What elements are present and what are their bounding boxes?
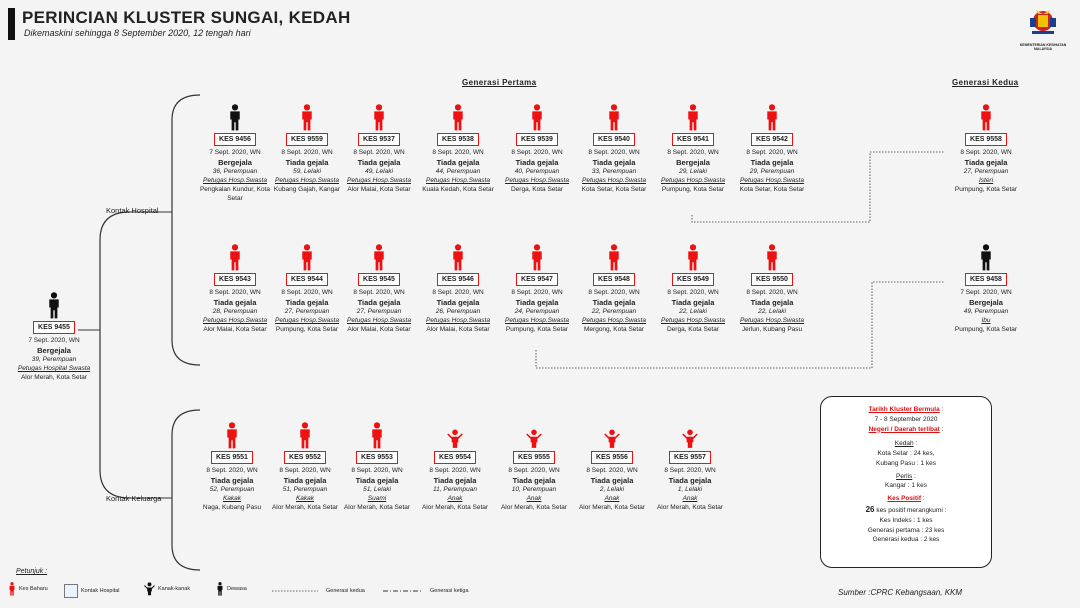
- case-date: 8 Sept. 2020, WN: [429, 467, 481, 475]
- case-card: [195, 244, 275, 335]
- case-status: Tiada gejala: [590, 476, 634, 486]
- case-id: KES 9539: [516, 133, 558, 146]
- case-demographic: 49, Lelaki: [365, 168, 393, 176]
- case-status: Tiada gejala: [671, 298, 715, 308]
- case-status: Bergejala: [218, 158, 252, 168]
- child-icon: [604, 429, 620, 449]
- case-date: 8 Sept. 2020, WN: [279, 467, 331, 475]
- gen2-line: Generasi kedua : 2 kes: [872, 536, 940, 544]
- child-icon: [447, 429, 463, 449]
- case-date: 8 Sept. 2020, WN: [281, 149, 333, 157]
- case-demographic: 29, Lelaki: [679, 168, 707, 176]
- case-id: KES 9541: [672, 133, 714, 146]
- case-id: KES 9553: [356, 451, 398, 464]
- case-status: Tiada gejala: [210, 476, 254, 486]
- case-date: 8 Sept. 2020, WN: [746, 289, 798, 297]
- legend-hospital-label: Kontak Hospital: [81, 588, 120, 594]
- case-card: [415, 422, 495, 513]
- case-card: [195, 104, 275, 203]
- logo-text: KEMENTERIAN KESIHATAN MALAYSIA: [1019, 43, 1067, 52]
- case-status: Tiada gejala: [285, 298, 329, 308]
- case-status: Tiada gejala: [436, 298, 480, 308]
- positive-text: kes positif merangkumi :: [876, 506, 947, 514]
- case-relation: Petugas Hosp.Swasta: [203, 177, 267, 185]
- case-date: 8 Sept. 2020, WN: [432, 149, 484, 157]
- case-id: KES 9550: [751, 273, 793, 286]
- case-location: Pumpung, Kota Setar: [275, 325, 339, 333]
- case-date: 8 Sept. 2020, WN: [588, 289, 640, 297]
- case-location: Alor Merah, Kota Setar: [500, 503, 568, 511]
- case-relation: Anak: [682, 495, 698, 503]
- case-date: 7 Sept. 2020, WN: [28, 337, 80, 345]
- legend-adult-label: Dewasa: [227, 586, 247, 592]
- case-date: 7 Sept. 2020, WN: [209, 149, 261, 157]
- case-relation: Petugas Hosp.Swasta: [740, 177, 804, 185]
- case-date: 8 Sept. 2020, WN: [664, 467, 716, 475]
- case-demographic: 59, Lelaki: [293, 168, 321, 176]
- legend-new-case-label: Kes Baharu: [19, 586, 48, 592]
- case-date: 8 Sept. 2020, WN: [511, 149, 563, 157]
- first-generation-title: Generasi Pertama: [462, 78, 537, 87]
- case-id: KES 9551: [211, 451, 253, 464]
- case-status: Tiada gejala: [433, 476, 477, 486]
- case-status: Tiada gejala: [213, 298, 257, 308]
- person-icon: [451, 244, 465, 271]
- case-card: [265, 422, 345, 513]
- case-location: Alor Merah, Kota Setar: [343, 503, 411, 511]
- case-relation: Petugas Hosp.Swasta: [347, 317, 411, 325]
- case-id: KES 9458: [965, 273, 1007, 286]
- source-note: Sumber :CPRC Kebangsaan, KKM: [838, 588, 963, 597]
- case-location: Pengkalan Kundur, Kota Setar: [199, 185, 271, 202]
- kedah-line-2: Kubang Pasu : 1 kes: [876, 459, 936, 467]
- legend-child: [144, 582, 190, 596]
- person-icon: [300, 104, 314, 131]
- case-card: [574, 244, 654, 335]
- case-card: [732, 104, 812, 195]
- case-status: Tiada gejala: [964, 158, 1008, 168]
- case-date: 8 Sept. 2020, WN: [960, 149, 1012, 157]
- case-card: [339, 244, 419, 335]
- case-relation: Petugas Hosp.Swasta: [426, 177, 490, 185]
- case-status: Tiada gejala: [285, 158, 329, 168]
- case-id: KES 9548: [593, 273, 635, 286]
- case-demographic: 24, Perempuan: [514, 308, 560, 316]
- perlis-label: Perlis: [896, 472, 913, 480]
- hospital-swatch: [64, 584, 78, 598]
- person-icon: [451, 104, 465, 131]
- case-date: 8 Sept. 2020, WN: [281, 289, 333, 297]
- case-demographic: 2, Lelaki: [599, 486, 625, 494]
- case-location: Alor Malai, Kota Setar: [347, 185, 411, 193]
- person-icon: [372, 244, 386, 271]
- case-date: 8 Sept. 2020, WN: [209, 289, 261, 297]
- case-id: KES 9557: [669, 451, 711, 464]
- case-demographic: 39, Perempuan: [31, 356, 77, 364]
- case-location: Pumpung, Kota Setar: [505, 325, 569, 333]
- case-card: [267, 244, 347, 335]
- person-icon: [47, 292, 61, 319]
- case-demographic: 26, Perempuan: [435, 308, 481, 316]
- case-id: KES 9555: [513, 451, 555, 464]
- person-icon: [300, 244, 314, 271]
- person-icon: [228, 104, 242, 131]
- case-date: 7 Sept. 2020, WN: [960, 289, 1012, 297]
- legend-gen3-label: Generasi ketiga: [430, 588, 469, 594]
- case-id: KES 9549: [672, 273, 714, 286]
- case-demographic: 44, Perempuan: [435, 168, 481, 176]
- case-id: KES 9540: [593, 133, 635, 146]
- case-location: Alor Merah, Kota Setar: [271, 503, 339, 511]
- case-location: Alor Malai, Kota Setar: [426, 325, 490, 333]
- case-status: Tiada gejala: [750, 158, 794, 168]
- person-icon: [216, 582, 224, 596]
- case-location: Alor Malai, Kota Setar: [347, 325, 411, 333]
- case-location: Kubang Gajah, Kangar: [273, 185, 341, 193]
- case-status: Tiada gejala: [355, 476, 399, 486]
- child-icon: [682, 429, 698, 449]
- case-date: 8 Sept. 2020, WN: [508, 467, 560, 475]
- case-demographic: 27, Perempuan: [284, 308, 330, 316]
- index-case-line: Kes Indeks : 1 kes: [879, 516, 933, 524]
- case-relation: Petugas Hosp.Swasta: [347, 177, 411, 185]
- case-demographic: 1, Lelaki: [677, 486, 703, 494]
- positive-count: 26: [865, 504, 875, 514]
- case-card: [418, 244, 498, 335]
- case-relation: Petugas Hosp.Swasta: [505, 177, 569, 185]
- case-location: Jerlun, Kubang Pasu: [741, 325, 803, 333]
- case-demographic: 52, Perempuan: [209, 486, 255, 494]
- case-demographic: 29, Perempuan: [749, 168, 795, 176]
- case-demographic: 27, Perempuan: [356, 308, 402, 316]
- branch-label-hospital: Kontak Hospital: [106, 206, 159, 215]
- case-status: Tiada gejala: [436, 158, 480, 168]
- legend-child-label: Kanak-kanak: [158, 586, 191, 592]
- case-relation: Kakak: [222, 495, 242, 503]
- case-location: Pumpung, Kota Setar: [954, 325, 1018, 333]
- person-icon: [607, 244, 621, 271]
- case-status: Tiada gejala: [283, 476, 327, 486]
- gen1-line: Generasi pertama : 23 kes: [867, 526, 945, 534]
- start-date-value: 7 - 8 September 2020: [874, 415, 938, 423]
- case-status: Tiada gejala: [592, 298, 636, 308]
- case-date: 8 Sept. 2020, WN: [432, 289, 484, 297]
- case-card: [192, 422, 272, 513]
- case-location: Kota Setar, Kota Setar: [739, 185, 805, 193]
- case-status: Tiada gejala: [515, 298, 559, 308]
- case-date: 8 Sept. 2020, WN: [667, 289, 719, 297]
- page-subtitle: Dikemaskini sehingga 8 September 2020, 12 tengah hari: [24, 28, 251, 38]
- case-id: KES 9558: [965, 133, 1007, 146]
- case-location: Derga, Kota Setar: [666, 325, 720, 333]
- person-icon: [8, 582, 16, 596]
- case-location: Alor Merah, Kota Setar: [421, 503, 489, 511]
- case-relation: Petugas Hosp.Swasta: [582, 317, 646, 325]
- case-location: Mergong, Kota Setar: [584, 325, 644, 333]
- case-status: Bergejala: [37, 346, 71, 356]
- case-card: [946, 104, 1026, 195]
- case-date: 8 Sept. 2020, WN: [667, 149, 719, 157]
- case-location: Naga, Kubang Pasu: [202, 503, 262, 511]
- case-demographic: 40, Perempuan: [514, 168, 560, 176]
- person-icon: [979, 104, 993, 131]
- state-label: Negeri / Daerah terlibat: [868, 425, 940, 433]
- child-icon: [526, 429, 542, 449]
- case-demographic: 10, Perempuan: [511, 486, 557, 494]
- positive-label: Kes Positif: [887, 495, 921, 502]
- case-status: Tiada gejala: [512, 476, 556, 486]
- branch-label-family: Kontak Keluarga: [106, 494, 162, 503]
- case-card: [14, 292, 94, 383]
- case-id: KES 9546: [437, 273, 479, 286]
- case-id: KES 9456: [214, 133, 256, 146]
- person-icon: [372, 104, 386, 131]
- case-relation: Suami: [367, 495, 387, 503]
- case-id: KES 9455: [33, 321, 75, 334]
- case-card: [650, 422, 730, 513]
- case-id: KES 9542: [751, 133, 793, 146]
- legend-title: Petunjuk :: [16, 568, 48, 575]
- case-card: [574, 104, 654, 195]
- case-status: Tiada gejala: [357, 298, 401, 308]
- person-icon: [686, 244, 700, 271]
- case-relation: Petugas Hosp.Swasta: [275, 177, 339, 185]
- case-relation: Petugas Hosp.Swasta: [740, 317, 804, 325]
- case-card: [494, 422, 574, 513]
- case-date: 8 Sept. 2020, WN: [353, 149, 405, 157]
- case-location: Kuala Kedah, Kota Setar: [422, 185, 494, 193]
- perlis-line: Kangar : 1 kes: [885, 482, 927, 490]
- person-icon: [370, 422, 384, 449]
- start-date-label: Tarikh Kluster Bermula: [868, 406, 940, 413]
- case-relation: Petugas Hosp.Swasta: [426, 317, 490, 325]
- person-icon: [979, 244, 993, 271]
- case-location: Alor Merah, Kota Setar: [20, 373, 88, 381]
- case-demographic: 33, Perempuan: [591, 168, 637, 176]
- case-demographic: 28, Perempuan: [212, 308, 258, 316]
- case-relation: Anak: [447, 495, 463, 503]
- case-demographic: 51, Lelaki: [363, 486, 391, 494]
- legend-new-case: [8, 582, 48, 596]
- case-location: Alor Malai, Kota Setar: [203, 325, 267, 333]
- case-date: 8 Sept. 2020, WN: [588, 149, 640, 157]
- case-card: [337, 422, 417, 513]
- case-demographic: 27, Perempuan: [963, 168, 1009, 176]
- person-icon: [530, 244, 544, 271]
- case-demographic: 22, Perempuan: [591, 308, 637, 316]
- case-location: Alor Merah, Kota Setar: [656, 503, 724, 511]
- case-card: [946, 244, 1026, 335]
- case-card: [572, 422, 652, 513]
- case-status: Tiada gejala: [357, 158, 401, 168]
- case-card: [732, 244, 812, 335]
- person-icon: [607, 104, 621, 131]
- case-id: KES 9552: [284, 451, 326, 464]
- case-status: Bergejala: [969, 298, 1003, 308]
- case-id: KES 9544: [286, 273, 328, 286]
- case-demographic: 22, Lelaki: [758, 308, 786, 316]
- case-relation: Petugas Hosp.Swasta: [203, 317, 267, 325]
- person-icon: [765, 104, 779, 131]
- case-id: KES 9537: [358, 133, 400, 146]
- case-card: [497, 244, 577, 335]
- case-id: KES 9554: [434, 451, 476, 464]
- case-location: Pumpung, Kota Setar: [954, 185, 1018, 193]
- case-date: 8 Sept. 2020, WN: [206, 467, 258, 475]
- child-icon: [144, 582, 155, 596]
- case-card: [497, 104, 577, 195]
- case-demographic: 36, Perempuan: [212, 168, 258, 176]
- case-id: KES 9547: [516, 273, 558, 286]
- case-card: [267, 104, 347, 195]
- case-location: Derga, Kota Setar: [510, 185, 564, 193]
- case-relation: Kakak: [295, 495, 315, 503]
- person-icon: [530, 104, 544, 131]
- case-relation: Ibu: [981, 317, 991, 325]
- kedah-line-1: Kota Setar : 24 kes,: [877, 450, 935, 457]
- case-id: KES 9538: [437, 133, 479, 146]
- case-demographic: 51, Perempuan: [282, 486, 328, 494]
- case-id: KES 9543: [214, 273, 256, 286]
- person-icon: [228, 244, 242, 271]
- case-status: Tiada gejala: [515, 158, 559, 168]
- case-relation: Petugas Hospital Swasta: [17, 365, 91, 373]
- case-status: Bergejala: [676, 158, 710, 168]
- case-demographic: 11, Perempuan: [433, 486, 477, 494]
- case-card: [339, 104, 419, 195]
- case-demographic: 49, Perempuan: [963, 308, 1009, 316]
- case-relation: Anak: [526, 495, 542, 503]
- case-demographic: 22, Lelaki: [679, 308, 707, 316]
- case-date: 8 Sept. 2020, WN: [511, 289, 563, 297]
- person-icon: [686, 104, 700, 131]
- case-relation: Petugas Hosp.Swasta: [661, 177, 725, 185]
- case-location: Pumpung, Kota Setar: [661, 185, 725, 193]
- case-date: 8 Sept. 2020, WN: [353, 289, 405, 297]
- case-relation: Petugas Hosp.Swasta: [582, 177, 646, 185]
- cluster-summary-box: Tarikh Kluster Bermula : 7 - 8 September 2020 Negeri / Daerah terlibat : Kedah : Kota Setar : 24 kes, Kubang Pasu : 1 kes Perlis : Kangar : 1 kes Kes Positif : 26 kes positif merangkumi : Kes Indeks : 1 kes Generasi pertama : 23 kes Generasi kedua : 2 kes: [820, 396, 992, 568]
- case-relation: Petugas Hosp.Swasta: [275, 317, 339, 325]
- person-icon: [225, 422, 239, 449]
- person-icon: [298, 422, 312, 449]
- case-location: Kota Setar, Kota Setar: [581, 185, 647, 193]
- case-relation: Petugas Hosp.Swasta: [505, 317, 569, 325]
- case-card: [418, 104, 498, 195]
- case-relation: Petugas Hosp.Swasta: [661, 317, 725, 325]
- legend-adult: [216, 582, 247, 596]
- page-title: PERINCIAN KLUSTER SUNGAI, KEDAH: [22, 8, 351, 27]
- kedah-label: Kedah: [894, 440, 914, 448]
- case-relation: Anak: [604, 495, 620, 503]
- case-id: KES 9559: [286, 133, 328, 146]
- case-status: Tiada gejala: [592, 158, 636, 168]
- case-status: Tiada gejala: [668, 476, 712, 486]
- legend-gen2-label: Generasi kedua: [326, 588, 365, 594]
- case-relation: Isteri: [978, 177, 994, 185]
- case-status: Tiada gejala: [750, 298, 794, 308]
- case-date: 8 Sept. 2020, WN: [746, 149, 798, 157]
- case-id: KES 9556: [591, 451, 633, 464]
- case-date: 8 Sept. 2020, WN: [586, 467, 638, 475]
- case-card: [653, 244, 733, 335]
- case-location: Alor Merah, Kota Setar: [578, 503, 646, 511]
- case-date: 8 Sept. 2020, WN: [351, 467, 403, 475]
- case-card: [653, 104, 733, 195]
- legend-hospital: [64, 584, 120, 598]
- case-id: KES 9545: [358, 273, 400, 286]
- person-icon: [765, 244, 779, 271]
- second-generation-title: Generasi Kedua: [952, 78, 1019, 87]
